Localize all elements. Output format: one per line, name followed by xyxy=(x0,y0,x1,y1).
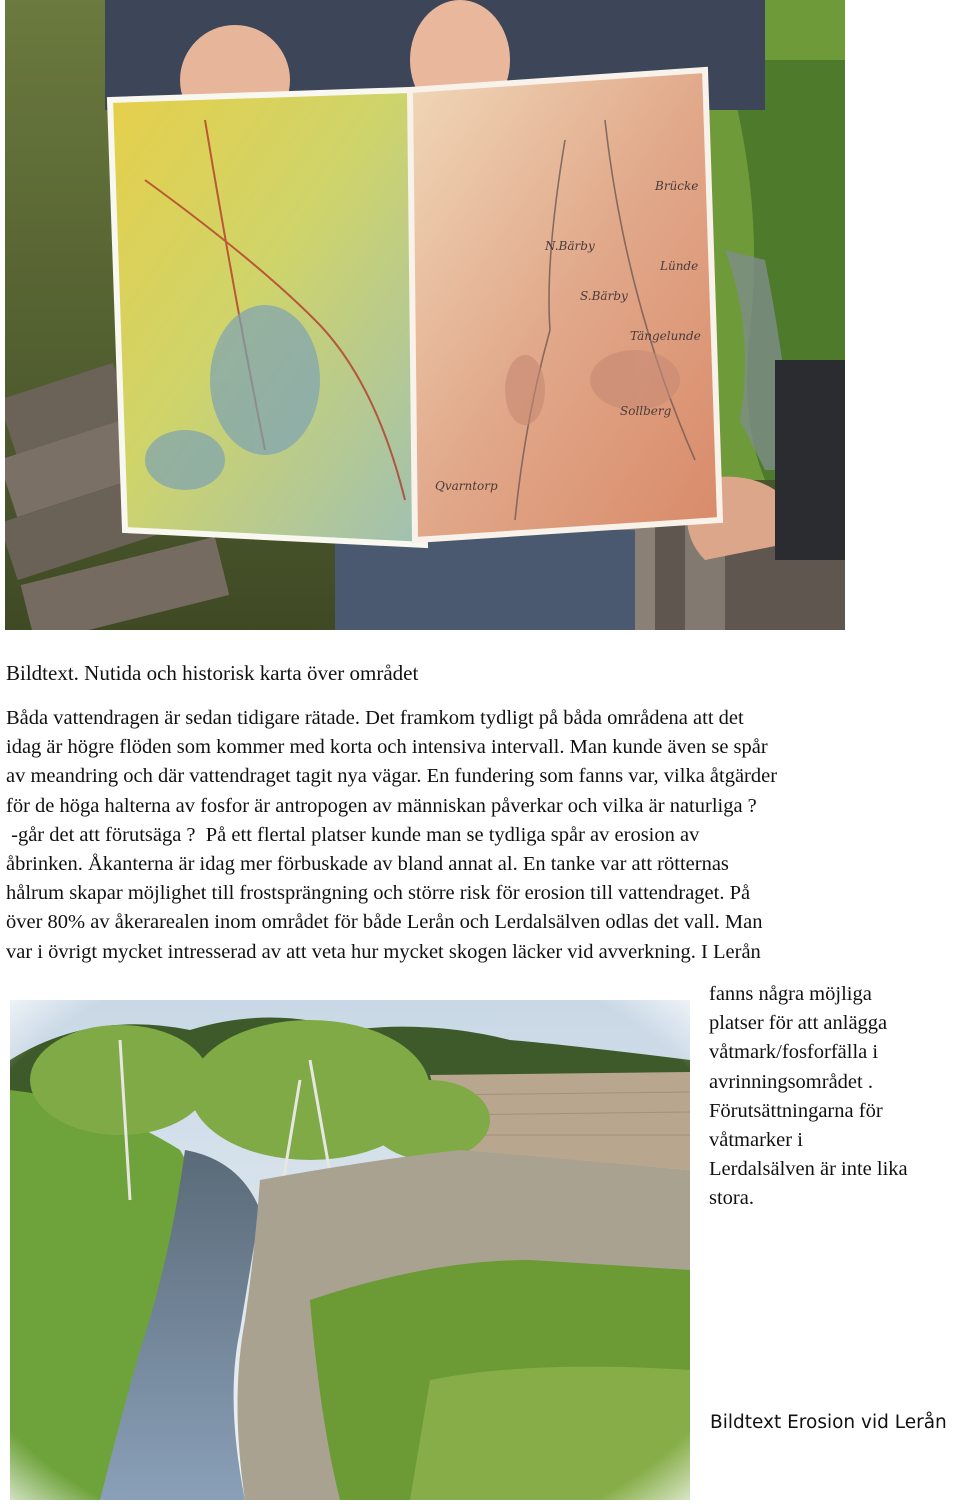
figure-caption: Bildtext. Nutida och historisk karta över området xyxy=(6,661,419,685)
text-line: -går det att förutsäga ? På ett flertal platser kunde man se tydliga spår av erosion av xyxy=(6,823,700,846)
map-label: Tängelunde xyxy=(630,329,701,343)
text-line: över 80% av åkerarealen inom området för både Lerån och Lerdalsälven odlas det vall. Man xyxy=(6,911,763,934)
stream-photo-illustration xyxy=(10,1000,690,1500)
text-line: Lerdalsälven är inte lika xyxy=(709,1158,908,1181)
figure-caption: Bildtext Erosion vid Lerån xyxy=(710,1412,947,1433)
maps-photo xyxy=(5,0,845,630)
text-line: våtmark/fosforfälla i xyxy=(709,1041,879,1064)
map-label: Lünde xyxy=(660,259,699,273)
text-line: fanns några möjliga xyxy=(709,983,872,1005)
body-paragraph xyxy=(6,704,960,967)
text-line: idag är högre flöden som kommer med korta och intensiva intervall. Man kunde även se spår xyxy=(6,736,768,759)
text-line: Båda vattendragen är sedan tidigare rätade. Det framkom tydligt på båda områdena att det xyxy=(6,707,744,729)
text-line: platser för att anlägga xyxy=(709,1012,888,1035)
map-label: N.Bärby xyxy=(545,239,595,253)
text-line: var i övrigt mycket intresserad av att veta hur mycket skogen läcker vid avverkning. I Lerån xyxy=(6,940,761,963)
stream-photo xyxy=(10,1000,690,1500)
map-label: Sollberg xyxy=(620,404,672,418)
text-line: av meandring och där vattendraget tagit nya vägar. En fundering som fanns var, vilka åtgärder xyxy=(6,765,778,788)
text-line: stora. xyxy=(709,1187,754,1210)
text-line: våtmarker i xyxy=(709,1129,803,1152)
text-line: för de höga halterna av fosfor är antropogen av människan påverkar och vilka är naturliga ? xyxy=(6,794,757,817)
map-label: Qvarntorp xyxy=(435,479,498,493)
map-label: Brücke xyxy=(655,179,699,193)
map-label: S.Bärby xyxy=(580,289,628,303)
side-paragraph xyxy=(709,980,960,1214)
maps-photo-illustration xyxy=(5,0,845,630)
text-line: hålrum skapar möjlighet till frostsprängning och större risk för erosion till vattendraget. På xyxy=(6,882,751,905)
text-line: avrinningsområdet . xyxy=(709,1070,873,1093)
text-line: Förutsättningarna för xyxy=(709,1099,883,1122)
text-line: åbrinken. Åkanterna är idag mer förbuskade av bland annat al. En tanke var att rötternas xyxy=(6,853,729,876)
